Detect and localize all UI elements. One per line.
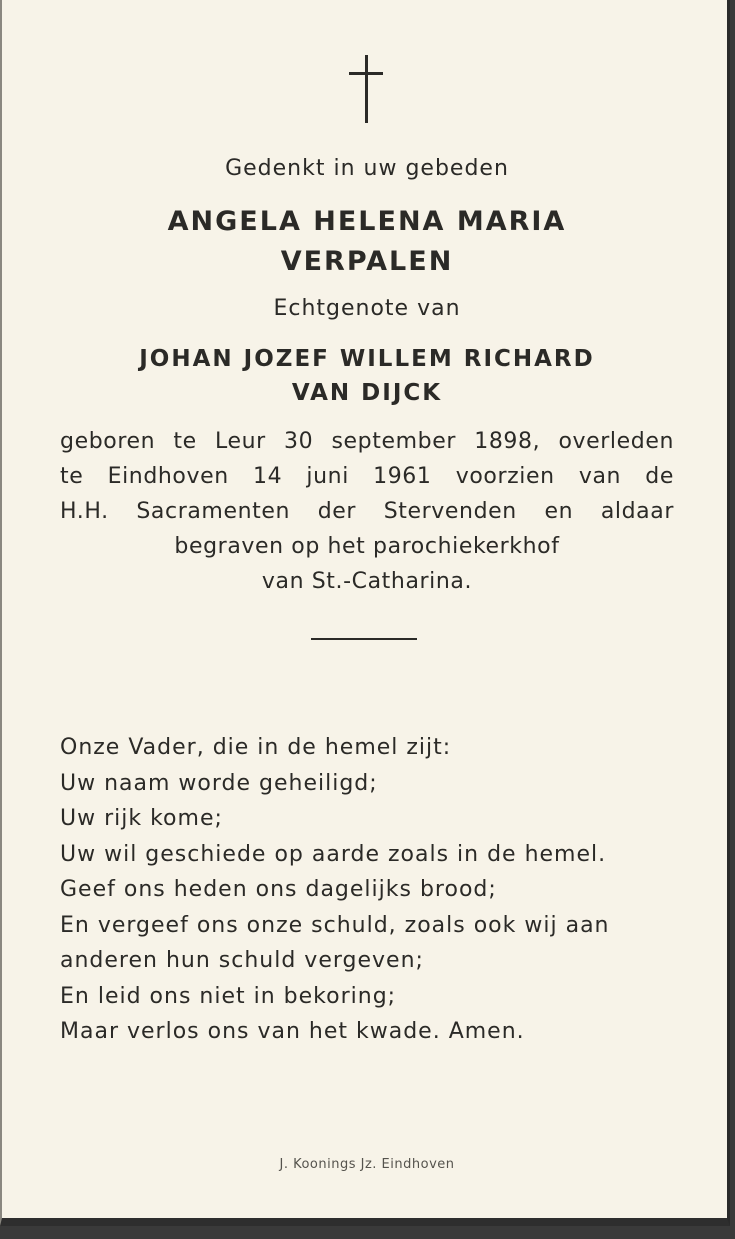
deceased-name-line1: ANGELA HELENA MARIA [167, 206, 567, 237]
spouse-name-line2: VAN DIJCK [291, 380, 443, 406]
intro-text: Gedenkt in uw gebeden [225, 156, 509, 181]
prayer-line: Uw wil geschiede op aarde zoals in de hemel. [60, 841, 607, 867]
spouse-intro-text: Echtgenote van [273, 296, 461, 321]
biography-line: te Eindhoven 14 juni 1961 voorzien van de [60, 464, 674, 489]
prayer-line: anderen hun schuld vergeven; [60, 948, 424, 973]
divider-line [311, 638, 417, 640]
prayer-line: Onze Vader, die in de hemel zijt: [60, 735, 452, 760]
prayer-line: Geef ons heden ons dagelijks brood; [60, 877, 497, 902]
printer-credit: J. Koonings Jz. Eindhoven [279, 1157, 455, 1172]
spouse-name-line1: JOHAN JOZEF WILLEM RICHARD [139, 346, 595, 372]
biography-line: geboren te Leur 30 september 1898, overleden [60, 429, 674, 454]
biography-line: van St.-Catharina. [261, 569, 473, 594]
biography-line: begraven op het parochiekerkhof [174, 534, 560, 559]
prayer-text [60, 730, 680, 1050]
deceased-name-line2: VERPALEN [280, 246, 454, 277]
prayer-line: En leid ons niet in bekoring; [60, 983, 397, 1009]
biography-line: H.H. Sacramenten der Stervenden en aldaar [60, 499, 674, 524]
prayer-line: Uw rijk kome; [60, 806, 223, 831]
prayer-line: En vergeef ons onze schuld, zoals ook wij aan [60, 912, 610, 938]
prayer-line: Uw naam worde geheiligd; [60, 770, 378, 796]
prayer-line: Maar verlos ons van het kwade. Amen. [60, 1019, 525, 1044]
biography [60, 424, 674, 599]
